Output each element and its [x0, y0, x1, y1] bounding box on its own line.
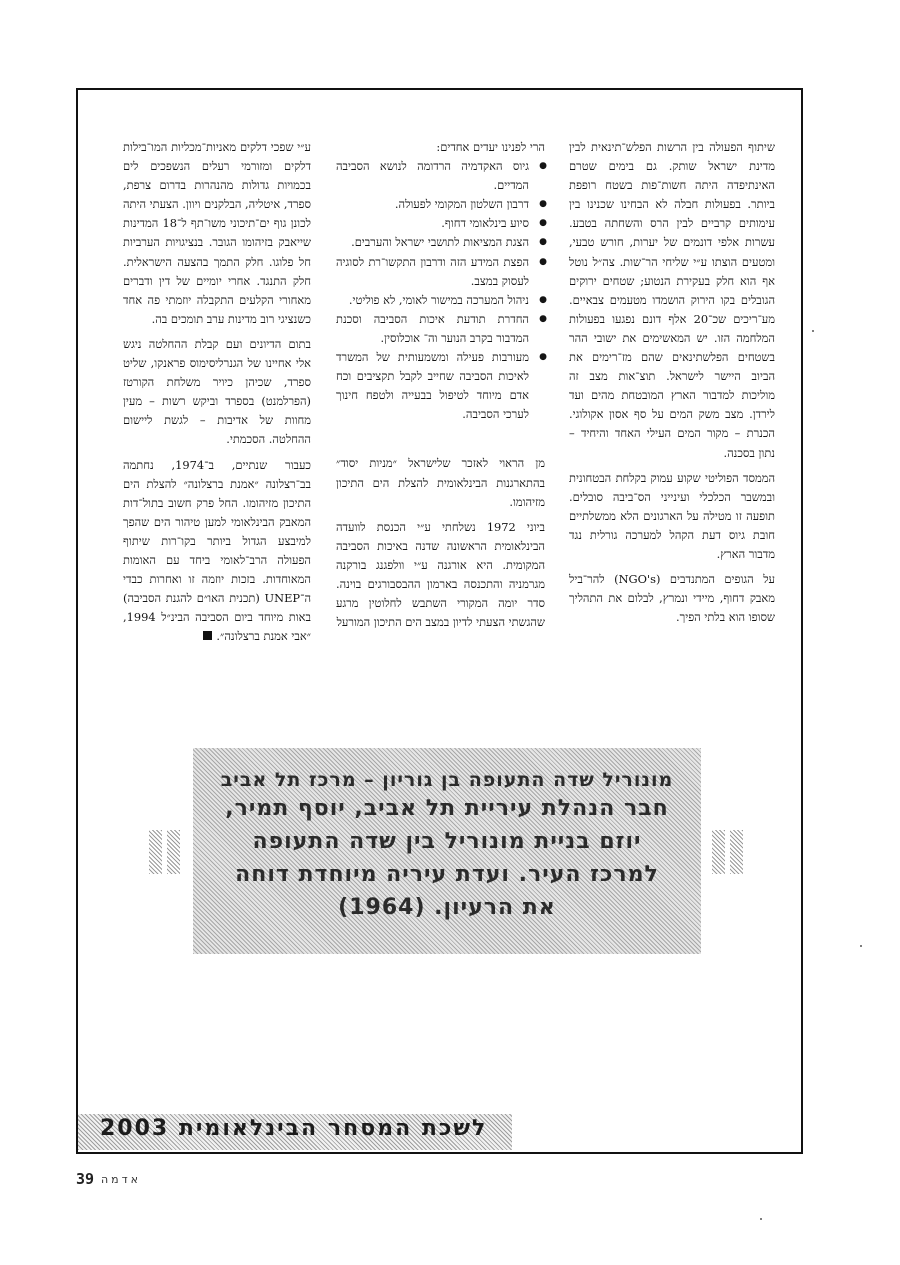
goal-bullet: ● הפצת המידע הזה ודרבון התקשו־רת לסוגיה לעסוק במצב. — [336, 253, 529, 291]
goal-bullet: ● החדרת תודעת איכות הסביבה וסכנת המדבור בקרב הנוער וה־ אוכלוסין. — [336, 310, 529, 348]
scan-speck — [760, 1218, 762, 1220]
text-column-right — [569, 138, 775, 633]
goal-bullet: ● ניהול המערכה במישור לאומי, לא פוליטי. — [336, 291, 529, 310]
goal-bullet: ● הצגת המציאות לתושבי ישראל והערבים. — [336, 233, 529, 252]
goals-intro: הרי לפנינו יעדים אחדים: — [436, 140, 545, 154]
column3-paragraph: בתום הדיונים ועם קבלת ההחלטה ניגש אלי אחיינו של הגנרליסימוס פראנקו, שליט ספרד, שכיהן כיויר משלחת הקורטז (הפרלמנט) בספרד וביקש רשות – מעין מחוות של אדיבות – לגשת ליישום ההחלטה. הסכמתי. — [123, 336, 311, 447]
goal-bullet: ● סיוע בינלאומי דחוף. — [336, 214, 529, 233]
goal-bullet: ● מעורבות פעילה ומשמעותית של המשרד לאיכות הסביבה שחייב לקבל תקציבים וכח אדם מיוחד לטיפול בבעייה ולטפח חינוך לערכי הסביבה. — [336, 348, 529, 424]
quote-mark-right-icon — [712, 830, 746, 874]
column3-final-text: כעבור שנתיים, ב־1974, נחתמה בב־רצלונה ״אמנת ברצלונה״ להצלת הים התיכון מזיהומו. החל פרק חשוב בתול־דות המאבק הבינלאומי למען טיהור הים שהפך למיבצע הגדול ביותר בקו־רות שיתוף הפעולה הרב־לאומי ביחד עם האומות המאוחדות. בזכות יוזמה זו ואחרות כבדי ה־UNEP (תכנית האו״ם להגנת הסביבה) באות מיוחד ביום הסביבה הבינ״ל 1994, ״אבי אמנת ברצלונה״. — [123, 457, 312, 644]
text-column-middle — [336, 138, 545, 638]
quote-line: חבר הנהלת עיריית תל אביב, יוסף תמיר, — [225, 796, 669, 821]
quote-line: למרכז העיר. ועדת עיריה מיוחדת דוחה — [235, 862, 659, 887]
quote-line: את הרעיון. (1964) — [338, 895, 556, 920]
end-of-article-mark — [203, 631, 212, 640]
publication-name: אדמה — [101, 1173, 142, 1186]
page-frame — [76, 88, 803, 1154]
pull-quote — [145, 748, 750, 954]
goals-list — [336, 157, 545, 424]
footer-banner-text: לשכת המסחר הבינלאומית 2003 — [100, 1116, 488, 1141]
scan-speck — [860, 945, 862, 947]
pull-quote-box — [193, 748, 701, 954]
quote-heading: מונוריל שדה התעופה בן גוריון – מרכז תל אביב — [220, 769, 674, 791]
scan-speck — [812, 330, 814, 332]
column3-paragraph: ע״י שפכי דלקים מאניות־מכליות המו־בילות דלקים ומזורמי רעלים הנשפכים לים בכמויות גדולות מהנהרות בדרום צרפת, ספרד, איטליה, הבלקנים ויוון. הצעתי היתה לכונן גוף ים־תיכוני משו־תף ל־18 המדינות שייאבק בזיהומו הגובר. בנציגויות הערביות חל פלוגו. חלק התמך בהצעה הישראלית. חלק התנגד. אחרי יומיים של דין ודברים מאחורי הקלעים התקבלה יוזמתי פה אחד כשנציגי רוב מדינות ערב תומכים בה. — [123, 140, 311, 326]
column3-paragraph — [123, 456, 311, 647]
column1-paragraph: על הגופים המתנדבים (NGO's) להר־ביל מאבק דחוף, מיידי ונמרץ, לבלום את התהליך שסופו הוא בלתי הפיך. — [569, 572, 775, 625]
page-number: 39 — [76, 1170, 95, 1188]
goal-bullet: ● דרבון השלטון המקומי לפעולה. — [336, 195, 529, 214]
text-column-left — [123, 138, 311, 652]
column1-paragraph: הממסד הפוליטי שקוע עמוק בקלחת הבטחונית ובמשבר הכלכלי ועינייני הס־ביבה סובלים. תופעה זו מטילה על הארגונים הלא ממשלתיים חובת גיוס דעת הקהל למערכה גורלית נגד מדבור הארץ. — [569, 470, 775, 561]
quote-mark-left-icon — [149, 830, 183, 874]
goal-bullet: ● גיוס האקדמיה הרדומה לנושא הסביבה המדיים. — [336, 157, 529, 195]
quote-line: יוזם בניית מונוריל בין שדה התעופה — [252, 829, 642, 854]
column2-paragraph: מן הראוי לאזכר שלישראל ״מניות יסוד״ בהתארגנות הבינלאומית להצלת הים התיכון מזיהומו. — [336, 456, 545, 509]
column1-paragraph: שיתוף הפעולה בין הרשות הפלש־תינאית לבין מדינת ישראל שותק. גם בימים שטרם האינתיפדה היתה חשות־פות בשטח רופפת ביותר. בפעולות חבלה לא הבחינו שכנינו בין עימותים קרביים לבין הרס והשחתה בטבע. עשרות אלפי דונמים של יערות, חורש טבעי, ומטעים הוצתו ע״י שליחי הר־שות. צה״ל נוטל אף הוא חלק בעקירת הנטוע; שטחים ירוקים הגובלים בקו הירוק הושמדו מטעמים צבאיים. מע־ריכים שכ־20 אלף דונם נפגעו בפעולות המלחמה הזו. יש המאשימים את ישובי ההר בשטחים הפלשתינאים שהם מז־רימים את הביוב היישר לישראל. תוצ־אות מצב זה מוליכות למדבור הארץ המובטחת מהים ועד לירדן. מצב משק המים על סף אסון אקולוגי. הכנרת – מקור המים העילי האחד והיחיד – נתון בסכנה. — [569, 140, 775, 460]
column2-paragraph: ביוני 1972 נשלחתי ע״י הכנסת לוועדה הבינלאומית הראשונה שדנה באיכות הסביבה המקומית. היא אורגנה ע״י וולפגנג בורקנה מגרמניה והתכנסה בארמון ההבסבורגים בוינה. סדר יומה המקורי השתבש לחלוטין מרגע שהגשתי הצעתי לדיון במצב הים התיכון המורעל — [336, 519, 545, 630]
